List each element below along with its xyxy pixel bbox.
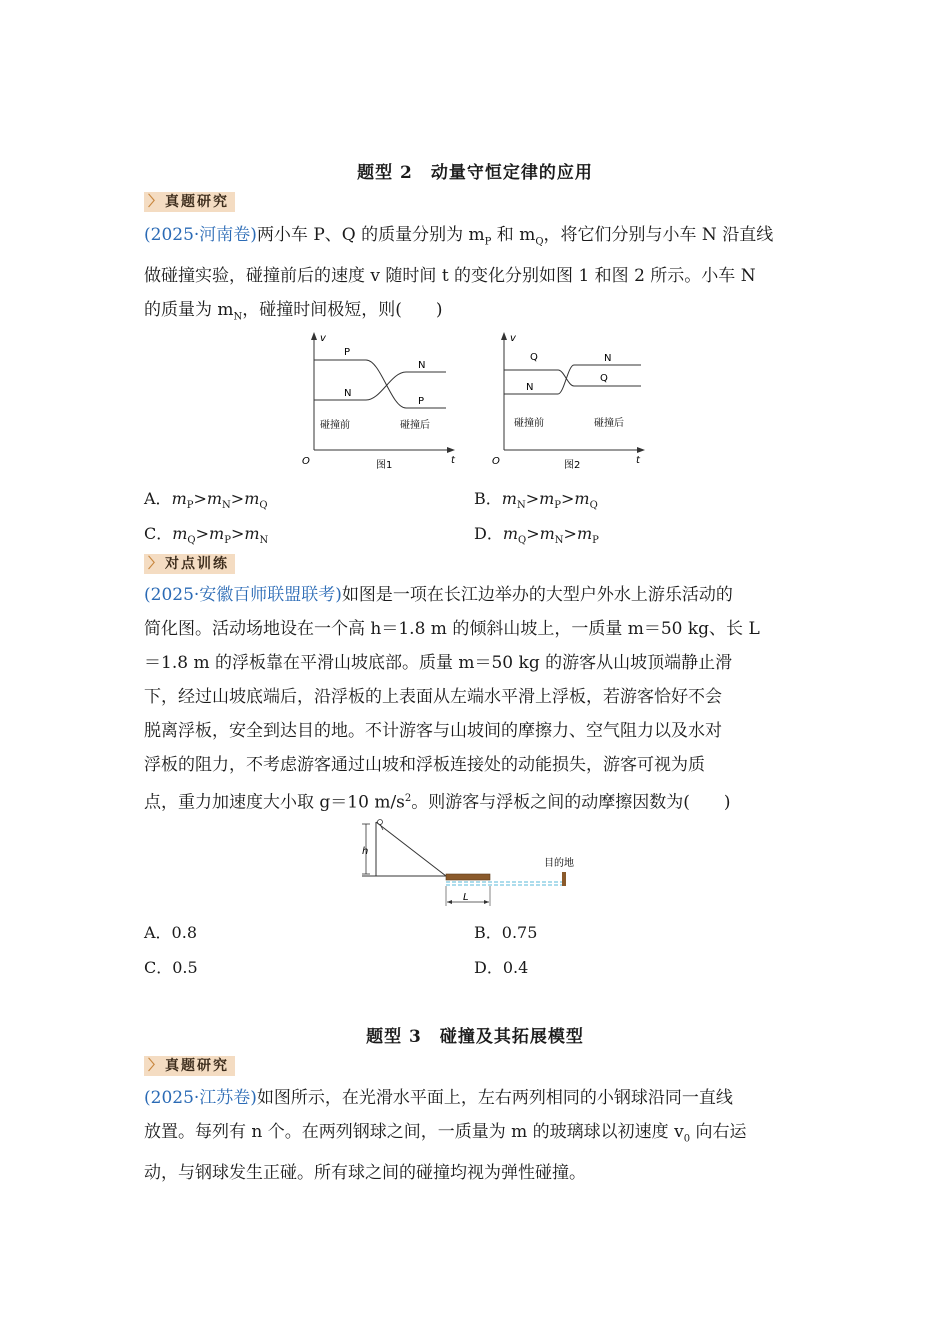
h-label: h (362, 846, 369, 857)
chevron-icon: 〉 (148, 194, 162, 210)
fig1-axis-v: v (320, 333, 326, 344)
q1-line3: 的质量为 $m_N$，碰撞时间极短，则( ) (144, 300, 443, 323)
q3-line2: 放置。每列有 n 个。在两列钢球之间，一质量为 m 的玻璃球以初速度 $v_0$ 向右运 (144, 1122, 747, 1145)
fig1-label-n-before: N (344, 388, 352, 399)
fig1-p-curve (314, 360, 446, 408)
destination-label: 目的地 (544, 858, 574, 869)
chevron-icon: 〉 (148, 1058, 162, 1074)
q2-line3: ＝1.8 m 的浮板靠在平滑山坡底部。质量 m＝50 kg 的游客从山坡顶端静止滑 (144, 653, 733, 673)
destination-post (562, 872, 566, 886)
fig1-n-curve (314, 372, 446, 400)
q1-option-d[interactable]: D．$m_Q>m_N>m_P$ (474, 524, 599, 547)
tag-real-study-2: 〉 真题研究 (144, 1056, 235, 1076)
q1-line1: (2025·河南卷)两小车 P、Q 的质量分别为 $m_P$ 和 $m_Q$，将它们分别与小车 N 沿直线 (144, 225, 774, 248)
q2-option-a[interactable]: A．0.8 (144, 923, 198, 942)
tag-real-study: 〉 真题研究 (144, 192, 235, 212)
q3-line3: 动，与钢球发生正碰。所有球之间的碰撞均视为弹性碰撞。 (144, 1163, 586, 1184)
tourist-icon (378, 820, 383, 825)
q2-line1: (2025·安徽百师联盟联考)如图是一项在长江边举办的大型户外水上游乐活动的 (144, 585, 733, 605)
question-1 (144, 218, 806, 335)
fig1-after: 碰撞后 (400, 420, 430, 431)
fig1-axis-t: t (451, 455, 455, 466)
l-label: L (463, 892, 469, 903)
q2-line6: 浮板的阻力，不考虑游客通过山坡和浮板连接处的动能损失，游客可视为质 (144, 755, 705, 775)
q2-option-b[interactable]: B．0.75 (474, 923, 538, 942)
fig2-q-curve (504, 370, 641, 386)
fig2-label-n-before: N (526, 382, 534, 393)
fig1-label-p-before: P (344, 347, 351, 358)
q3-source: (2025·江苏卷) (144, 1088, 257, 1108)
q2-line7: 点，重力加速度大小取 g＝10 $m/s^2$。则游客与浮板之间的动摩擦因数为( ) (144, 792, 731, 813)
float-board (446, 874, 490, 880)
q1-option-a[interactable]: A．$m_P>m_N>m_Q$ (144, 489, 268, 512)
fig2-label-q-before: Q (530, 352, 538, 363)
q1-line2: 做碰撞实验，碰撞前后的速度 v 随时间 t 的变化分别如图 1 和图 2 所示。小车 N (144, 266, 756, 287)
fig1-origin: O (302, 456, 310, 467)
fig1-v-arrow (311, 332, 317, 340)
fig1-t-arrow (447, 447, 455, 453)
q1-option-c[interactable]: C．$m_Q>m_P>m_N$ (144, 524, 269, 547)
fig2-origin: O (492, 456, 500, 467)
slope-float-diagram (356, 814, 596, 914)
fig1-label-n-after: N (418, 360, 426, 371)
fig2-axis-v: v (510, 333, 516, 344)
fig1-before: 碰撞前 (320, 420, 350, 431)
question-2 (144, 578, 806, 820)
q3-line1: (2025·江苏卷)如图所示，在光滑水平面上，左右两列相同的小钢球沿同一直线 (144, 1088, 733, 1108)
question-3 (144, 1081, 806, 1190)
fig2-t-arrow (637, 447, 645, 453)
tag-targeted-training: 〉 对点训练 (144, 554, 235, 574)
fig2-before: 碰撞前 (514, 418, 544, 429)
q2-source: (2025·安徽百师联盟联考) (144, 585, 342, 605)
fig2-v-arrow (501, 332, 507, 340)
q2-line5: 脱离浮板，安全到达目的地。不计游客与山坡间的摩擦力、空气阻力以及水对 (144, 721, 722, 741)
figure-1-vt-graph (296, 328, 466, 478)
fig2-axis-t: t (636, 455, 640, 466)
slope-incline (376, 822, 446, 876)
fig2-label-n-after: N (604, 353, 612, 364)
fig1-label-p-after: P (418, 396, 425, 407)
q2-line4: 下，经过山坡底端后，沿浮板的上表面从左端水平滑上浮板，若游客恰好不会 (144, 687, 722, 707)
q1-option-b[interactable]: B．$m_N>m_P>m_Q$ (474, 489, 598, 512)
q1-source: (2025·河南卷) (144, 225, 257, 245)
chevron-icon: 〉 (148, 556, 162, 572)
fig2-n-curve (504, 365, 641, 394)
fig1-caption: 图1 (376, 460, 393, 471)
q2-option-c[interactable]: C．0.5 (144, 958, 198, 977)
fig2-after: 碰撞后 (594, 418, 624, 429)
section3-title: 题型 3 碰撞及其拓展模型 (366, 1027, 584, 1047)
q2-option-d[interactable]: D．0.4 (474, 958, 529, 977)
q2-line2: 简化图。活动场地设在一个高 h＝1.8 m 的倾斜山坡上，一质量 m＝50 kg、长 L (144, 619, 760, 639)
figure-2-vt-graph (486, 328, 656, 478)
section2-title: 题型 2 动量守恒定律的应用 (357, 163, 593, 183)
fig2-label-q-after: Q (600, 373, 608, 384)
fig2-caption: 图2 (564, 460, 581, 471)
